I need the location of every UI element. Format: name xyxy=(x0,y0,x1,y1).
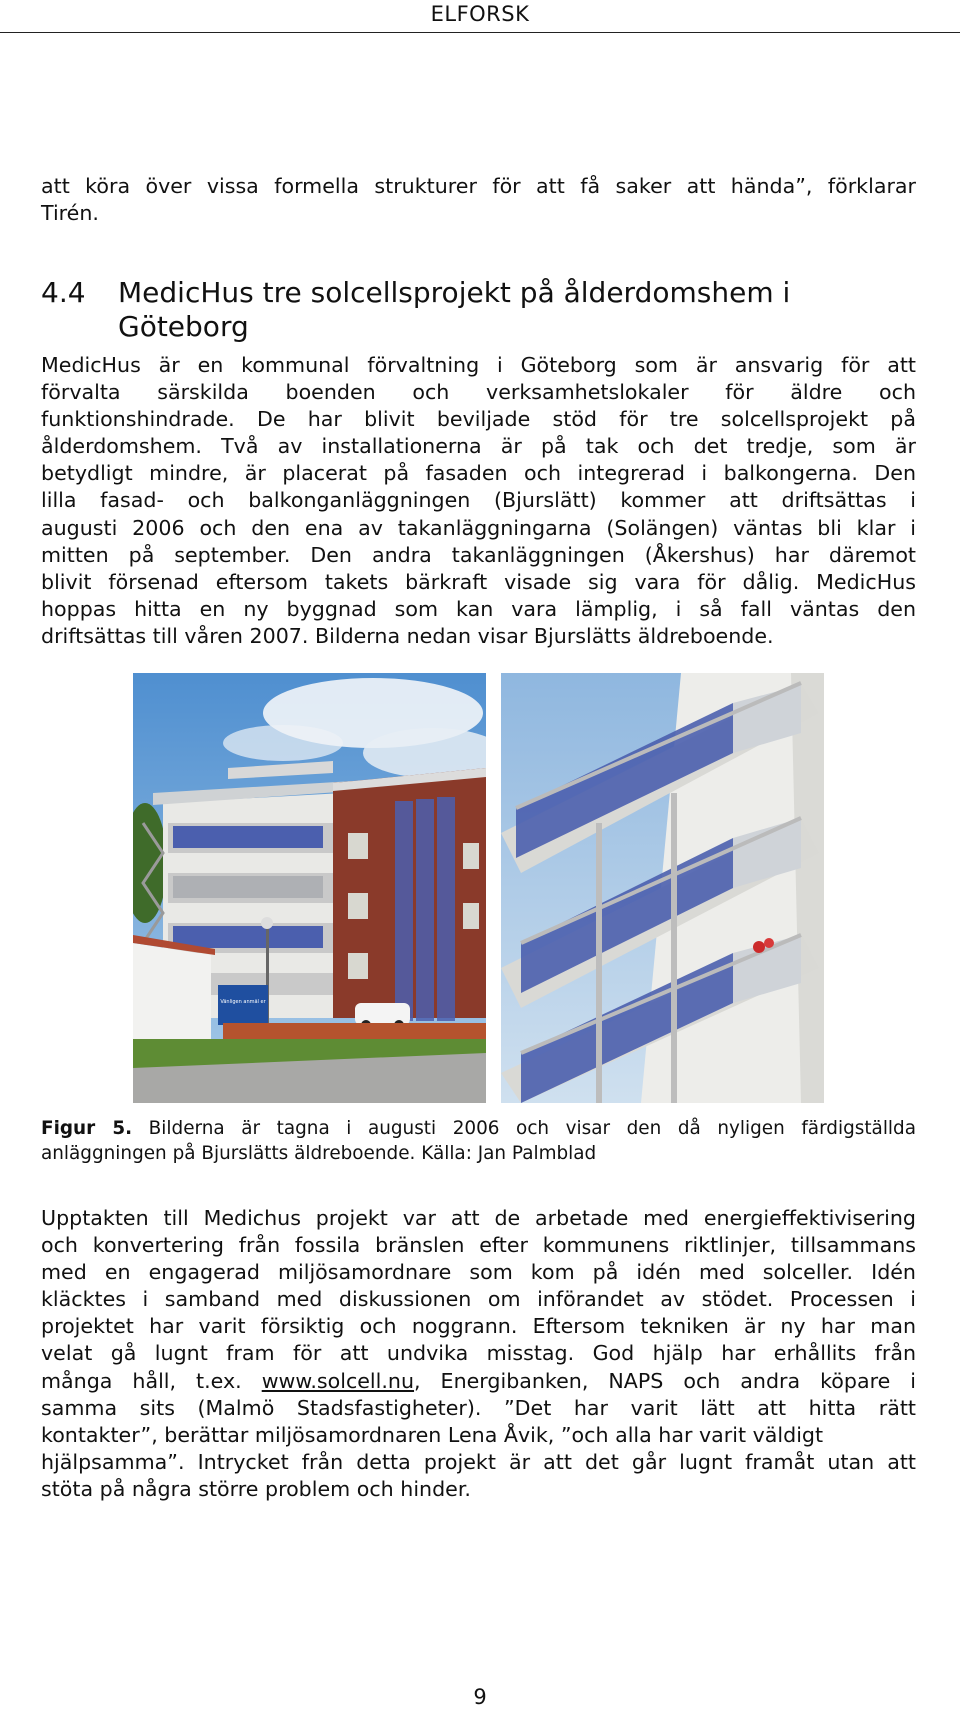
text-line: stöta på några större problem och hinder. xyxy=(41,1476,471,1501)
text-line: driftsättas till våren 2007. Bilderna nedan visar Bjurslätts äldreboende. xyxy=(41,623,774,648)
text-line: kläcktes i samband med diskussionen om införandet av stödet. Processen i xyxy=(41,1287,916,1312)
text-line: augusti 2006 och den ena av takanläggningarna (Solängen) väntas bli klar i xyxy=(41,515,916,540)
balconies-illustration xyxy=(501,673,824,1103)
link-line-prefix: många håll, t.ex. xyxy=(41,1368,262,1393)
caption-line: anläggningen på Bjurslätts äldreboende. Källa: Jan Palmblad xyxy=(41,1143,597,1164)
caption-line xyxy=(41,1116,916,1141)
text-line: mitten på september. Den andra takanläggningen (Åkershus) har däremot xyxy=(41,542,916,567)
solcell-link[interactable]: www.solcell.nu xyxy=(261,1368,415,1393)
text-line: hoppas hitta en ny byggnad som kan vara lämplig, i så fall väntas den xyxy=(41,596,916,621)
section-number: 4.4 xyxy=(41,276,86,309)
section-title xyxy=(118,276,918,344)
text-line: velat gå lugnt fram för att undvika misstag. God hjälp har erhållits från xyxy=(41,1341,916,1366)
figure-label: Figur 5. xyxy=(41,1118,133,1139)
text-line: Tirén. xyxy=(41,201,99,226)
text-line: förvalta särskilda boenden och verksamhetslokaler för äldre och xyxy=(41,380,916,405)
body-paragraph-1 xyxy=(41,352,916,650)
page-number: 9 xyxy=(473,1685,487,1709)
text-line: ålderdomshem. Två av installationerna är på tak och det tredje, som är xyxy=(41,434,916,459)
text-line: att köra över vissa formella strukturer för att få saker att hända”, förklarar xyxy=(41,174,916,198)
text-line: blivit försenad eftersom takets bärkraft visade sig vara för dålig. MedicHus xyxy=(41,569,916,594)
link-line-suffix: , Energibanken, NAPS och andra köpare i xyxy=(414,1368,916,1393)
running-header xyxy=(0,0,960,33)
text-line: och konvertering från fossila bränslen efter kommunens riktlinjer, tillsammans xyxy=(41,1233,916,1258)
text-line: samma sits (Malmö Stadsfastigheter). ”Det har varit lätt att hitta rätt xyxy=(41,1395,916,1420)
photo-balconies xyxy=(501,673,824,1103)
text-line: lilla fasad- och balkonganläggningen (Bjurslätt) kommer att driftsättas i xyxy=(41,488,916,513)
caption-text: Bilderna är tagna i augusti 2006 och visar den då nyligen färdigställda xyxy=(132,1118,916,1139)
text-line: hjälpsamma”. Intrycket från detta projekt är att det går lugnt framåt utan att xyxy=(41,1449,916,1474)
text-line: Upptakten till Medichus projekt var att de arbetade med energieffektivisering xyxy=(41,1206,916,1230)
photo-building-exterior xyxy=(133,673,486,1103)
text-line: MedicHus är en kommunal förvaltning i Göteborg som är ansvarig för att xyxy=(41,353,916,377)
text-line: med en engagerad miljösamordnare som kom på idén med solceller. Idén xyxy=(41,1260,916,1285)
section-title-line: Göteborg xyxy=(118,310,249,343)
text-line: funktionshindrade. De har blivit beviljade stöd för tre solcellsprojekt på xyxy=(41,407,916,432)
intro-paragraph xyxy=(41,173,916,227)
header-title: ELFORSK xyxy=(430,2,530,26)
text-line: projektet har varit försiktig och noggrann. Eftersom tekniken är ny har man xyxy=(41,1314,916,1339)
body-paragraph-2 xyxy=(41,1205,916,1503)
text-line: kontakter”, berättar miljösamordnaren Lena Åvik, ”och alla har varit väldigt xyxy=(41,1422,824,1447)
text-line xyxy=(41,1368,916,1395)
sign-text: Vänligen anmäl er xyxy=(220,999,266,1005)
building-exterior-illustration xyxy=(133,673,486,1103)
text-line: betydligt mindre, är placerat på fasaden och integrerad i balkongerna. Den xyxy=(41,461,916,486)
figure-caption xyxy=(41,1116,916,1166)
section-title-line: MedicHus tre solcellsprojekt på ålderdomshem i xyxy=(118,276,791,309)
